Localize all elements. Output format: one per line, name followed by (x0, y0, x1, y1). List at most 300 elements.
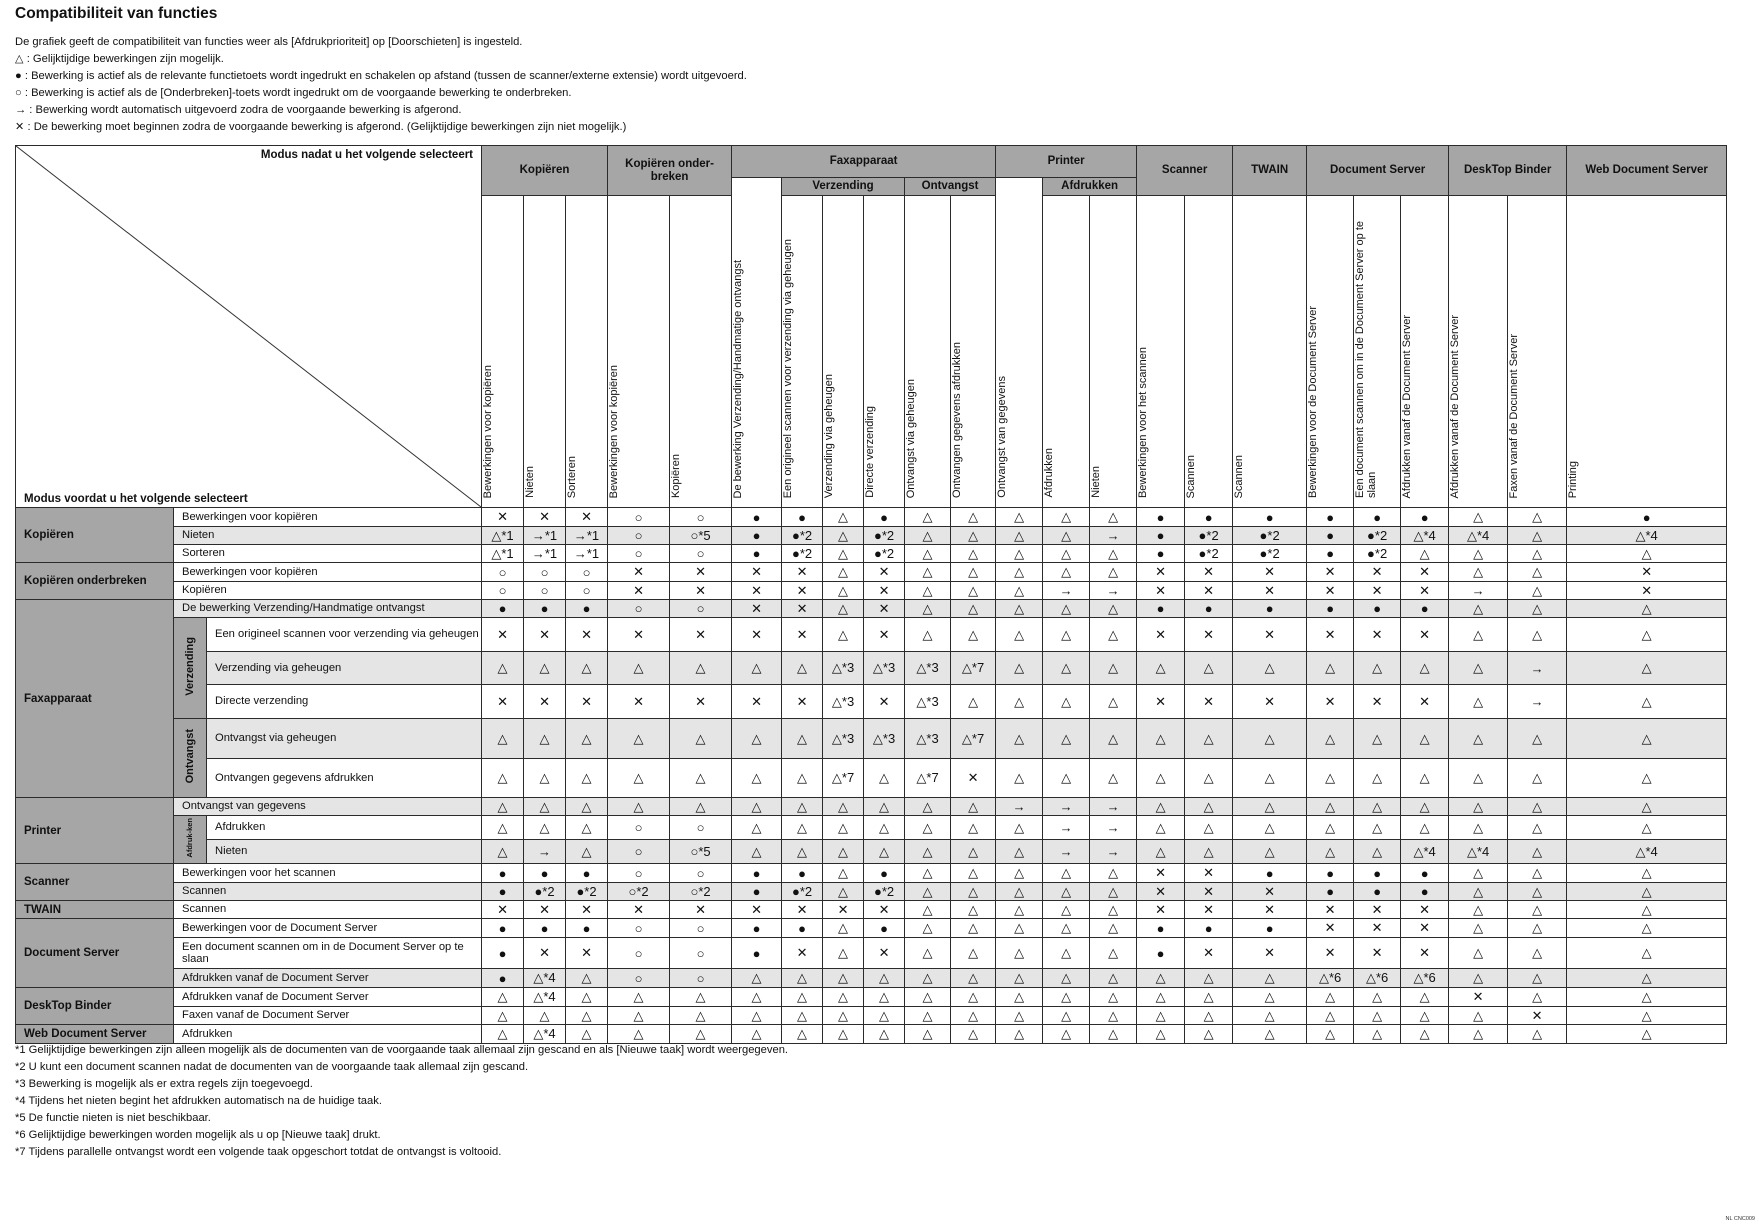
compat-cell: △ (482, 840, 524, 864)
compat-cell: ● (482, 938, 524, 969)
compat-cell: △ (566, 759, 608, 798)
row-label: Scannen (174, 901, 482, 919)
compat-cell: → (1090, 816, 1137, 840)
compat-cell: △ (823, 527, 864, 545)
compat-cell: ○ (608, 816, 670, 840)
compat-cell: ● (1354, 600, 1401, 618)
compat-cell: △ (996, 527, 1043, 545)
compat-cell: ○*5 (670, 527, 732, 545)
compat-cell: ✕ (1185, 883, 1233, 901)
compat-cell: ✕ (1307, 618, 1354, 652)
row-label: Sorteren (174, 545, 482, 563)
compat-cell: △ (1508, 864, 1567, 883)
compat-cell: ○ (670, 816, 732, 840)
compat-cell: △ (1137, 652, 1185, 685)
compat-cell: △ (1354, 988, 1401, 1007)
compat-cell: △ (732, 988, 782, 1007)
compat-cell: ✕ (1449, 988, 1508, 1007)
compat-cell: ○ (608, 600, 670, 618)
compat-cell: △ (951, 816, 996, 840)
compat-cell: △ (864, 1025, 905, 1044)
compat-cell: △ (524, 816, 566, 840)
compat-cell: ○ (670, 919, 732, 938)
compat-cell: ○ (608, 545, 670, 563)
compat-cell: ✕ (482, 618, 524, 652)
row-subgroup-label: Ontvangst (174, 719, 207, 798)
compat-cell: ● (1185, 508, 1233, 527)
table-row (16, 759, 1727, 798)
compat-cell: ✕ (1354, 618, 1401, 652)
compat-cell: ●*2 (524, 883, 566, 901)
row-group-label: Web Document Server (16, 1025, 174, 1044)
compat-cell: △ (951, 545, 996, 563)
col-group-printer: Printer (996, 146, 1137, 178)
compat-cell: ✕ (608, 563, 670, 582)
compat-cell: △ (1043, 901, 1090, 919)
row-label: Ontvangst van gegevens (174, 798, 482, 816)
compat-cell: △ (905, 545, 951, 563)
compat-cell: ●*2 (782, 545, 823, 563)
compat-cell: ✕ (782, 938, 823, 969)
compat-cell: △ (1043, 527, 1090, 545)
compat-cell: △ (1233, 652, 1307, 685)
compat-cell: △ (1401, 719, 1449, 759)
compat-cell: △ (524, 798, 566, 816)
compat-cell: △ (1401, 1007, 1449, 1025)
compat-cell: ● (566, 864, 608, 883)
compat-cell: ✕ (1401, 563, 1449, 582)
compat-cell: △ (951, 618, 996, 652)
compat-cell: △ (1449, 938, 1508, 969)
compat-cell: △ (1137, 816, 1185, 840)
compat-cell: △ (996, 883, 1043, 901)
compat-cell: △ (1508, 938, 1567, 969)
compat-cell: △ (1043, 719, 1090, 759)
compat-cell: △ (905, 1007, 951, 1025)
compat-cell: △*4 (1567, 527, 1727, 545)
compat-cell: → (1508, 652, 1567, 685)
column-header: Printing (1567, 196, 1727, 508)
compat-cell: △ (1449, 759, 1508, 798)
compat-cell: ● (1137, 919, 1185, 938)
compat-cell: △ (566, 840, 608, 864)
compat-cell: ✕ (566, 685, 608, 719)
row-label: Afdrukken vanaf de Document Server (174, 988, 482, 1007)
col-group-kopieren: Kopiëren (482, 146, 608, 196)
compat-cell: △ (1185, 719, 1233, 759)
compat-cell: ✕ (608, 685, 670, 719)
compat-cell: △ (1354, 759, 1401, 798)
compat-cell: △ (1043, 759, 1090, 798)
compat-cell: △*4 (1401, 840, 1449, 864)
compat-cell: △ (905, 938, 951, 969)
compat-cell: ✕ (1307, 563, 1354, 582)
compat-cell: △ (1508, 563, 1567, 582)
compat-cell: △ (1307, 719, 1354, 759)
compat-cell: ○ (670, 864, 732, 883)
compat-cell: △ (951, 798, 996, 816)
compat-cell: △*3 (823, 719, 864, 759)
compat-cell: △ (905, 563, 951, 582)
compat-cell: ✕ (782, 582, 823, 600)
compat-cell: ✕ (566, 618, 608, 652)
column-header: Scannen (1185, 196, 1233, 508)
compat-cell: △ (566, 816, 608, 840)
compat-cell: ○*2 (608, 883, 670, 901)
compat-cell: △ (864, 759, 905, 798)
col-group-document-server: Document Server (1307, 146, 1449, 196)
compat-cell: △ (1307, 1025, 1354, 1044)
column-header: Een origineel scannen voor verzending via geheugen (782, 196, 823, 508)
compat-cell: △ (1449, 798, 1508, 816)
compat-cell: ✕ (1508, 1007, 1567, 1025)
compat-cell: △ (482, 816, 524, 840)
compat-cell: △ (1508, 840, 1567, 864)
compat-cell: △*4 (524, 1025, 566, 1044)
compat-cell: ✕ (1185, 864, 1233, 883)
compat-cell: △ (1567, 1025, 1727, 1044)
compat-cell: △ (996, 1007, 1043, 1025)
compat-cell: △*3 (905, 685, 951, 719)
compat-cell: ● (1354, 883, 1401, 901)
column-header: De bewerking Verzending/Handmatige ontvangst (732, 178, 782, 508)
compat-cell: △ (1043, 618, 1090, 652)
compat-cell: △ (782, 816, 823, 840)
compat-cell: △ (482, 759, 524, 798)
compat-cell: △ (1449, 652, 1508, 685)
column-header: Verzending via geheugen (823, 196, 864, 508)
intro-line: ● : Bewerking is actief als de relevante functietoets wordt ingedrukt en schakelen op afstand (tussen de scanner/externe extensie) wordt uitgevoerd. (15, 70, 747, 82)
compat-cell: △ (1043, 563, 1090, 582)
footnote: *5 De functie nieten is niet beschikbaar. (15, 1112, 211, 1124)
compat-cell: ✕ (566, 901, 608, 919)
compat-cell: ✕ (1233, 901, 1307, 919)
compat-cell: △ (566, 652, 608, 685)
compat-cell: △ (1567, 938, 1727, 969)
compat-cell: △ (1090, 685, 1137, 719)
compat-cell: △ (1090, 883, 1137, 901)
table-row (16, 618, 1727, 652)
compat-cell: △ (566, 1025, 608, 1044)
compat-cell: △ (608, 798, 670, 816)
compat-cell: ● (482, 969, 524, 988)
row-label: Directe verzending (207, 685, 482, 719)
compat-cell: △ (1233, 719, 1307, 759)
compat-cell: ✕ (1137, 864, 1185, 883)
compat-cell: ○ (608, 919, 670, 938)
compat-cell: △ (1567, 919, 1727, 938)
compat-cell: △ (482, 988, 524, 1007)
compat-cell: △*3 (905, 652, 951, 685)
compat-cell: ✕ (1567, 582, 1727, 600)
table-row (16, 901, 1727, 919)
column-header: Nieten (524, 196, 566, 508)
compat-cell: ✕ (1137, 582, 1185, 600)
compat-cell: △ (782, 652, 823, 685)
compat-cell: △ (732, 1025, 782, 1044)
footnote: *4 Tijdens het nieten begint het afdrukken automatisch na de huidige taak. (15, 1095, 382, 1107)
compat-cell: ✕ (864, 901, 905, 919)
row-label: Afdrukken (207, 816, 482, 840)
compat-cell: ● (732, 545, 782, 563)
row-label: Bewerkingen voor het scannen (174, 864, 482, 883)
compat-cell: △ (1401, 798, 1449, 816)
compat-cell: △ (996, 840, 1043, 864)
intro-line: △ : Gelijktijdige bewerkingen zijn mogelijk. (15, 53, 224, 65)
compat-cell: △ (823, 798, 864, 816)
compat-cell: △ (951, 840, 996, 864)
intro-line: ✕ : De bewerking moet beginnen zodra de voorgaande bewerking is afgerond. (Gelijktijdige bewerkingen zijn niet mogelijk.) (15, 121, 627, 133)
compat-cell: △ (1307, 1007, 1354, 1025)
compat-cell: △ (1449, 600, 1508, 618)
compat-cell: △ (996, 919, 1043, 938)
compat-cell: ○ (608, 969, 670, 988)
compat-cell: △ (951, 969, 996, 988)
compat-cell: → (1449, 582, 1508, 600)
compat-cell: △ (1508, 600, 1567, 618)
compat-cell: ○*5 (670, 840, 732, 864)
compat-cell: ✕ (1185, 901, 1233, 919)
row-label: Ontvangen gegevens afdrukken (207, 759, 482, 798)
compat-cell: △ (823, 883, 864, 901)
compat-cell: ✕ (1307, 685, 1354, 719)
row-group-label: Kopiëren onderbreken (16, 563, 174, 600)
compat-cell: △ (951, 600, 996, 618)
compat-cell: △ (1090, 988, 1137, 1007)
compat-cell: ○ (566, 563, 608, 582)
compat-cell: △ (1567, 798, 1727, 816)
compat-cell: △ (1449, 816, 1508, 840)
page-title: Compatibiliteit van functies (15, 5, 218, 22)
compat-cell: △ (864, 816, 905, 840)
compat-cell: △ (732, 652, 782, 685)
row-subgroup-label: Afdruk-ken (174, 816, 207, 864)
compat-cell: △ (996, 508, 1043, 527)
table-row (16, 798, 1727, 816)
table-row (16, 582, 1727, 600)
compat-cell: △ (951, 582, 996, 600)
compat-cell: ✕ (732, 901, 782, 919)
compat-cell: △ (951, 919, 996, 938)
compat-cell: ● (864, 508, 905, 527)
compat-cell: △*1 (482, 527, 524, 545)
compat-cell: ○ (482, 563, 524, 582)
compat-cell: ● (1401, 864, 1449, 883)
compat-cell: ✕ (524, 618, 566, 652)
compat-cell: ✕ (1401, 919, 1449, 938)
compat-cell: →*1 (524, 527, 566, 545)
compat-cell: △ (823, 816, 864, 840)
compat-cell: △ (1449, 864, 1508, 883)
compat-cell: △ (732, 798, 782, 816)
compat-cell: △ (951, 1025, 996, 1044)
compat-cell: △ (1090, 600, 1137, 618)
table-row (16, 685, 1727, 719)
column-header: Ontvangst van gegevens (996, 178, 1043, 508)
compat-cell: ● (566, 600, 608, 618)
compat-cell: △ (996, 563, 1043, 582)
compat-cell: △ (782, 1007, 823, 1025)
compat-cell: △ (996, 816, 1043, 840)
compat-cell: ● (782, 919, 823, 938)
compat-cell: △ (951, 1007, 996, 1025)
column-header: Nieten (1090, 196, 1137, 508)
compat-cell: →*1 (566, 545, 608, 563)
compat-cell: △ (1354, 652, 1401, 685)
compat-cell: △ (670, 1007, 732, 1025)
compat-cell: △ (951, 988, 996, 1007)
table-row (16, 816, 1727, 840)
col-subgroup-ontvangst: Ontvangst (905, 178, 996, 196)
compat-cell: △ (1449, 685, 1508, 719)
compat-cell: →*1 (524, 545, 566, 563)
compat-cell: △ (524, 719, 566, 759)
compat-cell: △ (1043, 883, 1090, 901)
compat-cell: △ (1449, 719, 1508, 759)
col-subgroup-verzending: Verzending (782, 178, 905, 196)
compat-cell: △ (1401, 652, 1449, 685)
compat-cell: △ (905, 1025, 951, 1044)
compat-cell: ○ (482, 582, 524, 600)
compat-cell: △*3 (864, 652, 905, 685)
intro-line: De grafiek geeft de compatibiliteit van functies weer als [Afdrukprioriteit] op [Doorschieten] is ingesteld. (15, 36, 523, 48)
corner-label-after: Modus nadat u het volgende selecteert (260, 149, 474, 161)
compat-cell: △ (1137, 798, 1185, 816)
compat-cell: △ (905, 618, 951, 652)
compat-cell: △ (1090, 759, 1137, 798)
compat-cell: △ (951, 938, 996, 969)
compat-cell: △ (951, 864, 996, 883)
compat-cell: ✕ (1354, 582, 1401, 600)
compat-cell: ●*2 (1185, 545, 1233, 563)
compat-cell: △ (1185, 969, 1233, 988)
compat-cell: ✕ (1401, 685, 1449, 719)
compat-cell: △ (1090, 1025, 1137, 1044)
compat-cell: △ (823, 840, 864, 864)
compat-cell: △ (566, 798, 608, 816)
compat-cell: △ (996, 864, 1043, 883)
table-row (16, 969, 1727, 988)
compat-cell: ● (864, 919, 905, 938)
compat-cell: △ (732, 840, 782, 864)
compat-cell: ●*2 (782, 883, 823, 901)
compat-cell: △ (1354, 1025, 1401, 1044)
compat-cell: △ (1090, 969, 1137, 988)
column-header: Directe verzending (864, 196, 905, 508)
compat-cell: ✕ (1137, 618, 1185, 652)
compat-cell: ● (566, 919, 608, 938)
compat-cell: △ (608, 1025, 670, 1044)
compat-cell: △ (905, 840, 951, 864)
compat-cell: ●*2 (566, 883, 608, 901)
compat-cell: △ (566, 988, 608, 1007)
table-row (16, 919, 1727, 938)
compat-cell: △ (1508, 798, 1567, 816)
compat-cell: △ (1137, 759, 1185, 798)
compat-cell: △ (905, 864, 951, 883)
corner-diagonal (16, 146, 481, 507)
row-group-label: Document Server (16, 919, 174, 988)
compat-cell: △ (1567, 600, 1727, 618)
compat-cell: △ (905, 883, 951, 901)
table-row (16, 545, 1727, 563)
compat-cell: ✕ (1137, 563, 1185, 582)
compat-cell: ✕ (782, 563, 823, 582)
compat-cell: △ (1449, 508, 1508, 527)
compat-cell: ✕ (1233, 883, 1307, 901)
compat-cell: △ (1043, 919, 1090, 938)
compat-cell: ● (732, 527, 782, 545)
compat-cell: △ (1508, 969, 1567, 988)
compat-cell: △ (1233, 1025, 1307, 1044)
compat-cell: △*3 (823, 685, 864, 719)
compat-cell: ✕ (732, 618, 782, 652)
compat-cell: △ (823, 938, 864, 969)
table-row (16, 563, 1727, 582)
compat-cell: ✕ (864, 600, 905, 618)
row-group-label: Faxapparaat (16, 600, 174, 798)
compat-cell: △ (670, 719, 732, 759)
compat-cell: △ (1567, 1007, 1727, 1025)
compat-cell: ○ (608, 864, 670, 883)
compat-cell: △ (1090, 618, 1137, 652)
compat-cell: ○ (566, 582, 608, 600)
compat-cell: △ (1233, 816, 1307, 840)
compat-cell: ●*2 (1233, 527, 1307, 545)
compat-cell: ✕ (732, 563, 782, 582)
col-group-scanner: Scanner (1137, 146, 1233, 196)
column-header: Ontvangen gegevens afdrukken (951, 196, 996, 508)
compat-cell: △*4 (524, 988, 566, 1007)
compat-cell: △*6 (1401, 969, 1449, 988)
row-label: Bewerkingen voor kopiëren (174, 563, 482, 582)
compat-cell: ● (1307, 527, 1354, 545)
compat-cell: ● (1307, 883, 1354, 901)
compat-cell: ● (1401, 600, 1449, 618)
compat-cell: △*3 (905, 719, 951, 759)
compat-cell: △ (1137, 988, 1185, 1007)
compat-cell: △ (732, 969, 782, 988)
compat-cell: ● (1354, 864, 1401, 883)
compat-cell: △ (1307, 652, 1354, 685)
compat-cell: ●*2 (782, 527, 823, 545)
compat-cell: ✕ (1233, 618, 1307, 652)
compat-cell: △ (951, 883, 996, 901)
row-label: Nieten (207, 840, 482, 864)
compat-cell: △ (864, 988, 905, 1007)
compat-cell: ✕ (566, 508, 608, 527)
compat-cell: ✕ (1567, 563, 1727, 582)
compat-cell: ● (1137, 545, 1185, 563)
compat-cell: ✕ (1185, 685, 1233, 719)
compat-cell: △ (1137, 969, 1185, 988)
compat-cell: △*6 (1354, 969, 1401, 988)
compat-cell: △ (1307, 988, 1354, 1007)
compat-cell: △ (996, 545, 1043, 563)
compat-cell: ○ (608, 508, 670, 527)
compat-cell: ✕ (732, 600, 782, 618)
compat-cell: ●*2 (864, 527, 905, 545)
compat-cell: △ (823, 600, 864, 618)
compat-cell: ✕ (864, 582, 905, 600)
compat-cell: △ (524, 1007, 566, 1025)
compat-cell: △ (1449, 969, 1508, 988)
compat-cell: △ (1233, 988, 1307, 1007)
row-label: Afdrukken vanaf de Document Server (174, 969, 482, 988)
compat-cell: △ (1307, 816, 1354, 840)
compat-cell: △ (566, 969, 608, 988)
compat-cell: △ (905, 988, 951, 1007)
